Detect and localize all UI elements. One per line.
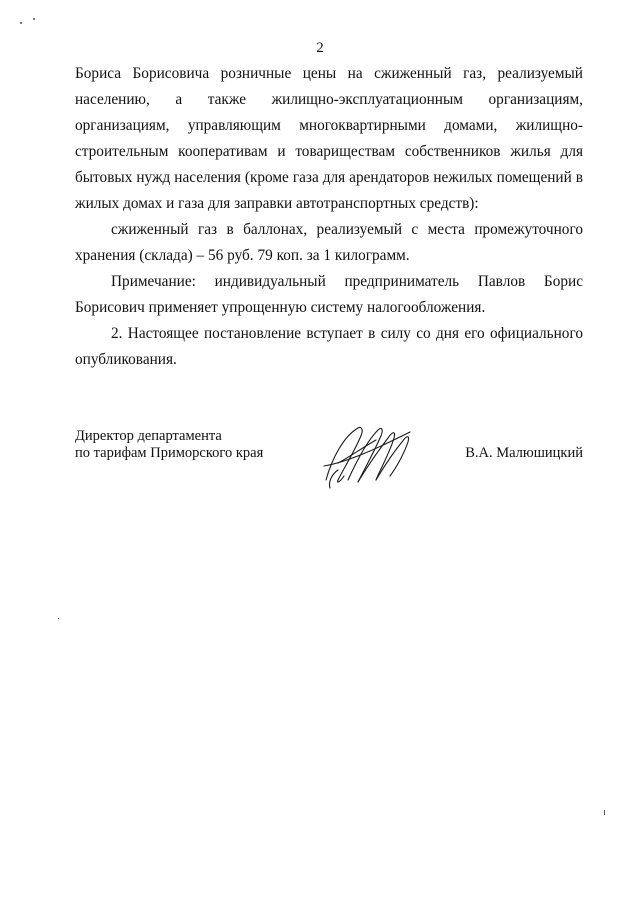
scan-speck (20, 22, 22, 24)
signature-block (75, 428, 583, 498)
paragraph-prices-intro: Бориса Борисовича розничные цены на сжиженный газ, реализуемый населению, а также жилищно-эксплуатационным организациям, организациям, управляющим многоквартирными домами, жилищно-строительным кооперативам и товариществам собственников жилья для бытовых нужд населения (кроме газа для арендаторов нежилых помещений в жилых домах и газа для заправки автотранспортных средств): (75, 65, 583, 212)
signer-title-line2: по тарифам Приморского края (75, 445, 264, 461)
signer-name: В.А. Малюшицкий (465, 445, 583, 461)
signer-title (75, 428, 263, 462)
document-body (75, 61, 583, 373)
scan-speck (604, 810, 605, 815)
scan-speck (58, 618, 59, 619)
handwritten-signature (318, 418, 418, 498)
signer-title-line1: Директор департамента (75, 428, 222, 444)
paragraph-gas-price: сжиженный газ в баллонах, реализуемый с места промежуточного хранения (склада) – 56 руб. 79 коп. за 1 килограмм. (75, 221, 583, 264)
paragraph-effective-date: 2. Настоящее постановление вступает в силу со дня его официального опубликования. (75, 325, 583, 368)
paragraph-note: Примечание: индивидуальный предприниматель Павлов Борис Борисович применяет упрощенную систему налогообложения. (75, 273, 583, 316)
scan-speck (33, 18, 35, 20)
page-number: 2 (316, 40, 324, 56)
